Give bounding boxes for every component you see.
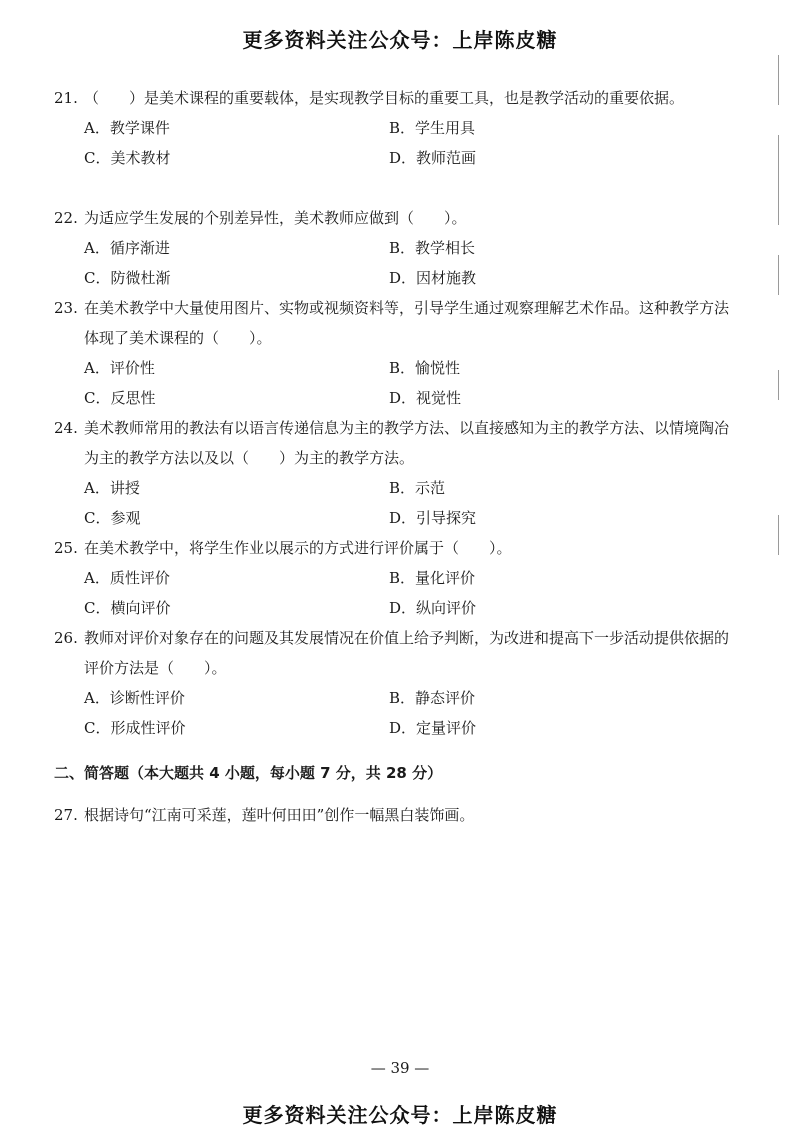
option-d: D．视觉性 <box>389 389 462 407</box>
options-grid <box>84 233 734 293</box>
option-a: A．评价性 <box>84 359 155 377</box>
option-d: D．教师范画 <box>389 149 477 167</box>
options-grid <box>84 473 734 533</box>
question-23 <box>54 293 734 413</box>
question-stem: 在美术教学中，将学生作业以展示的方式进行评价属于（ ）。 <box>84 539 512 557</box>
option-c: C．美术教材 <box>84 149 171 167</box>
option-b: B．教学相长 <box>389 239 476 257</box>
scan-edge-mark <box>778 255 779 295</box>
option-b: B．示范 <box>389 479 446 497</box>
question-number: 23. <box>54 299 78 317</box>
option-d: D．定量评价 <box>389 719 477 737</box>
question-number: 21. <box>54 89 78 107</box>
section-heading: 二、简答题（本大题共 4 小题，每小题 7 分，共 28 分） <box>54 764 443 782</box>
option-c: C．防微杜渐 <box>84 269 171 287</box>
question-stem: 为适应学生发展的个别差异性，美术教师应做到（ ）。 <box>84 209 467 227</box>
question-number: 27. <box>54 806 78 824</box>
option-b: B．愉悦性 <box>389 359 461 377</box>
options-grid <box>84 353 734 413</box>
page-number: — 39 — <box>370 1059 430 1077</box>
question-stem: 美术教师常用的教法有以语言传递信息为主的教学方法、以直接感知为主的教学方法、以情境陶冶为主的教学方法以及以（ ）为主的教学方法。 <box>84 419 730 467</box>
question-number: 22. <box>54 209 78 227</box>
option-a: A．循序渐进 <box>84 239 170 257</box>
scan-edge-mark <box>778 370 779 400</box>
option-a: A．讲授 <box>84 479 140 497</box>
question-stem: 教师对评价对象存在的问题及其发展情况在价值上给予判断，为改进和提高下一步活动提供依据的评价方法是（ ）。 <box>84 629 730 677</box>
scan-edge-mark <box>778 515 779 555</box>
options-grid <box>84 683 734 743</box>
question-number: 24. <box>54 419 78 437</box>
option-a: A．诊断性评价 <box>84 689 185 707</box>
option-c: C．形成性评价 <box>84 719 186 737</box>
scan-edge-mark <box>778 135 779 225</box>
question-21 <box>54 83 734 173</box>
option-d: D．纵向评价 <box>389 599 477 617</box>
footer-banner: 更多资料关注公众号：上岸陈皮糖 <box>242 1103 558 1127</box>
option-b: B．学生用具 <box>389 119 476 137</box>
scan-edge-mark <box>778 55 779 105</box>
options-grid <box>84 113 734 173</box>
option-d: D．因材施教 <box>389 269 477 287</box>
question-24 <box>54 413 734 533</box>
option-b: B．静态评价 <box>389 689 476 707</box>
question-22 <box>54 203 734 293</box>
question-25 <box>54 533 734 623</box>
question-stem: 在美术教学中大量使用图片、实物或视频资料等，引导学生通过观察理解艺术作品。这种教学方法体现了美术课程的（ ）。 <box>84 299 730 347</box>
option-d: D．引导探究 <box>389 509 477 527</box>
option-b: B．量化评价 <box>389 569 476 587</box>
option-c: C．参观 <box>84 509 141 527</box>
question-stem: 根据诗句“江南可采莲，莲叶何田田”创作一幅黑白装饰画。 <box>84 806 475 824</box>
question-stem: （ ）是美术课程的重要载体，是实现教学目标的重要工具，也是教学活动的重要依据。 <box>84 89 685 107</box>
header-banner: 更多资料关注公众号：上岸陈皮糖 <box>242 28 558 52</box>
question-number: 26. <box>54 629 78 647</box>
question-27 <box>54 802 474 828</box>
options-grid <box>84 563 734 623</box>
option-a: A．教学课件 <box>84 119 170 137</box>
question-number: 25. <box>54 539 78 557</box>
option-c: C．横向评价 <box>84 599 171 617</box>
question-26 <box>54 623 734 743</box>
option-c: C．反思性 <box>84 389 156 407</box>
option-a: A．质性评价 <box>84 569 170 587</box>
